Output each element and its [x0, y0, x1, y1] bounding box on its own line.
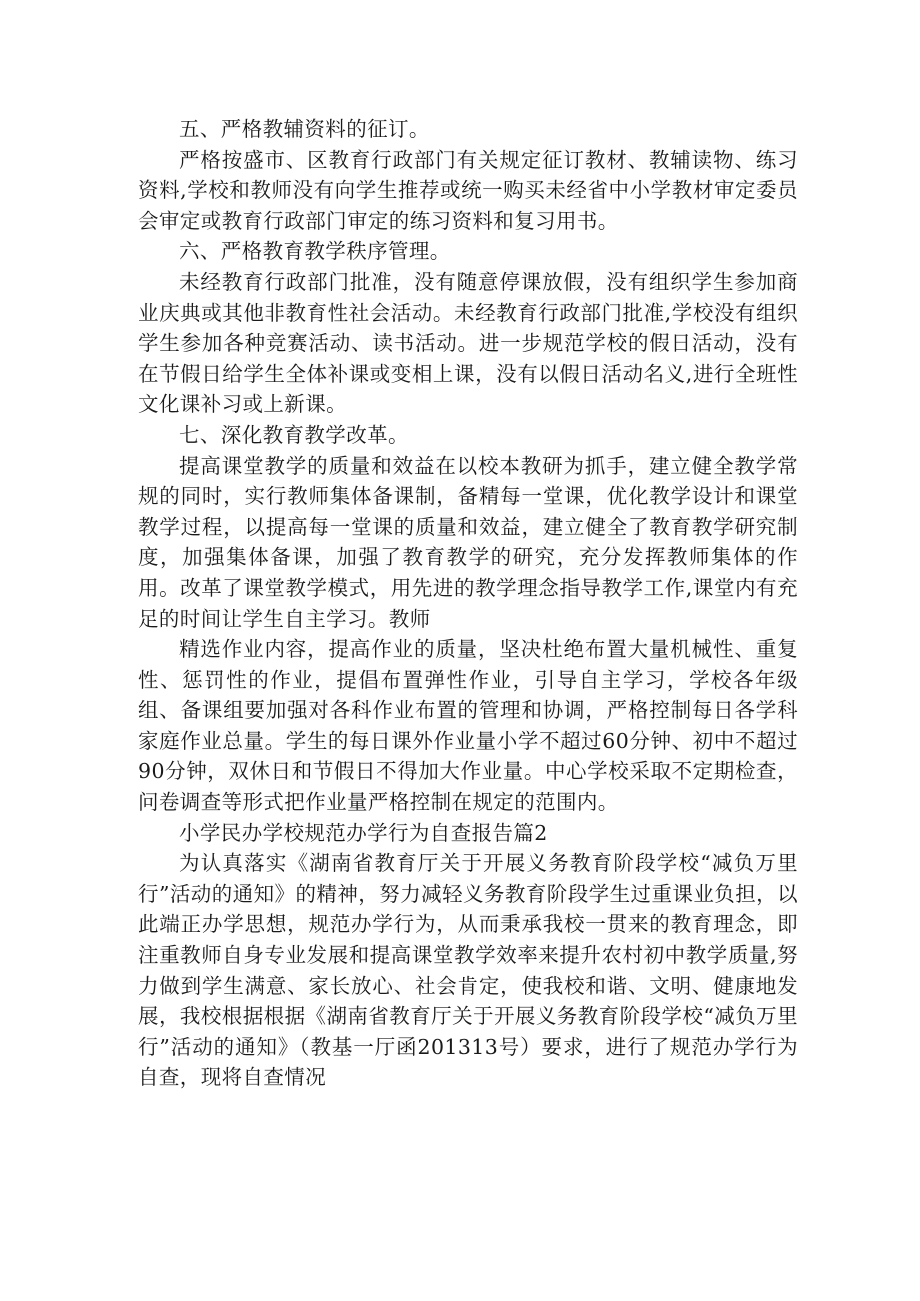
section-heading-7: 七、深化教育教学改革。: [179, 422, 409, 447]
paragraph-report-intro: 为认真落实《湖南省教育厅关于开展义务教育阶段学校“减负万里行”活动的通知》的精神，努力减轻义务教育阶段学生过重课业负担，以此端正办学思想，规范办学行为，从而秉承我校一贯来的教育理念，即注重教师自身专业发展和提高课堂教学效率来提升农村初中教学质量,努力做到学生满意、家长放心、社会肯定，使我校和谐、文明、健康地发展，我校根据根据《湖南省教育厅关于开展义务教育阶段学校“减负万里行”活动的通知》（教基一厅函201313号）要求，进行了规范办学行为自查，现将自查情况: [138, 851, 798, 1090]
section-heading-5: 五、严格教辅资料的征订。: [179, 117, 430, 141]
paragraph-textbook-ordering: 严格按盛市、区教育行政部门有关规定征订教材、教辅读物、练习资料,学校和教师没有向学生推荐或统一购买未经省中小学教材审定委员会审定或教育行政部门审定的练习资料和复习用书。: [138, 147, 798, 233]
paragraph-teaching-order: 未经教育行政部门批准，没有随意停课放假，没有组织学生参加商业庆典或其他非教育性社会活动。未经教育行政部门批准,学校没有组织学生参加各种竞赛活动、读书活动。进一步规范学校的假日活动，没有在节假日给学生全体补课或变相上课，没有以假日活动名义,进行全班性文化课补习或上新课。: [138, 269, 798, 417]
paragraph-homework: 精选作业内容，提高作业的质量，坚决杜绝布置大量机械性、重复性、惩罚性的作业，提倡布置弹性作业，引导自主学习，学校各年级组、备课组要加强对各科作业布置的管理和协调，严格控制每日各学科家庭作业总量。学生的每日课外作业量小学不超过60分钟、初中不超过90分钟，双休日和节假日不得加大作业量。中心学校采取不定期检查，问卷调查等形式把作业量严格控制在规定的范围内。: [138, 637, 798, 815]
section-heading-6: 六、严格教育教学秩序管理。: [179, 239, 451, 264]
paragraph-classroom-reform: 提高课堂教学的质量和效益在以校本教研为抓手，建立健全教学常规的同时，实行教师集体备课制，备精每一堂课，优化教学设计和课堂教学过程，以提高每一堂课的质量和效益，建立健全了教育教学研究制度，加强集体备课，加强了教育教学的研究，充分发挥教师集体的作用。改革了课堂教学模式，用先进的教学理念指导教学工作,课堂内有充足的时间让学生自主学习。教师: [138, 453, 798, 631]
report-title-part-2: 小学民办学校规范办学行为自查报告篇2: [179, 820, 548, 845]
document-body: [138, 114, 798, 1093]
